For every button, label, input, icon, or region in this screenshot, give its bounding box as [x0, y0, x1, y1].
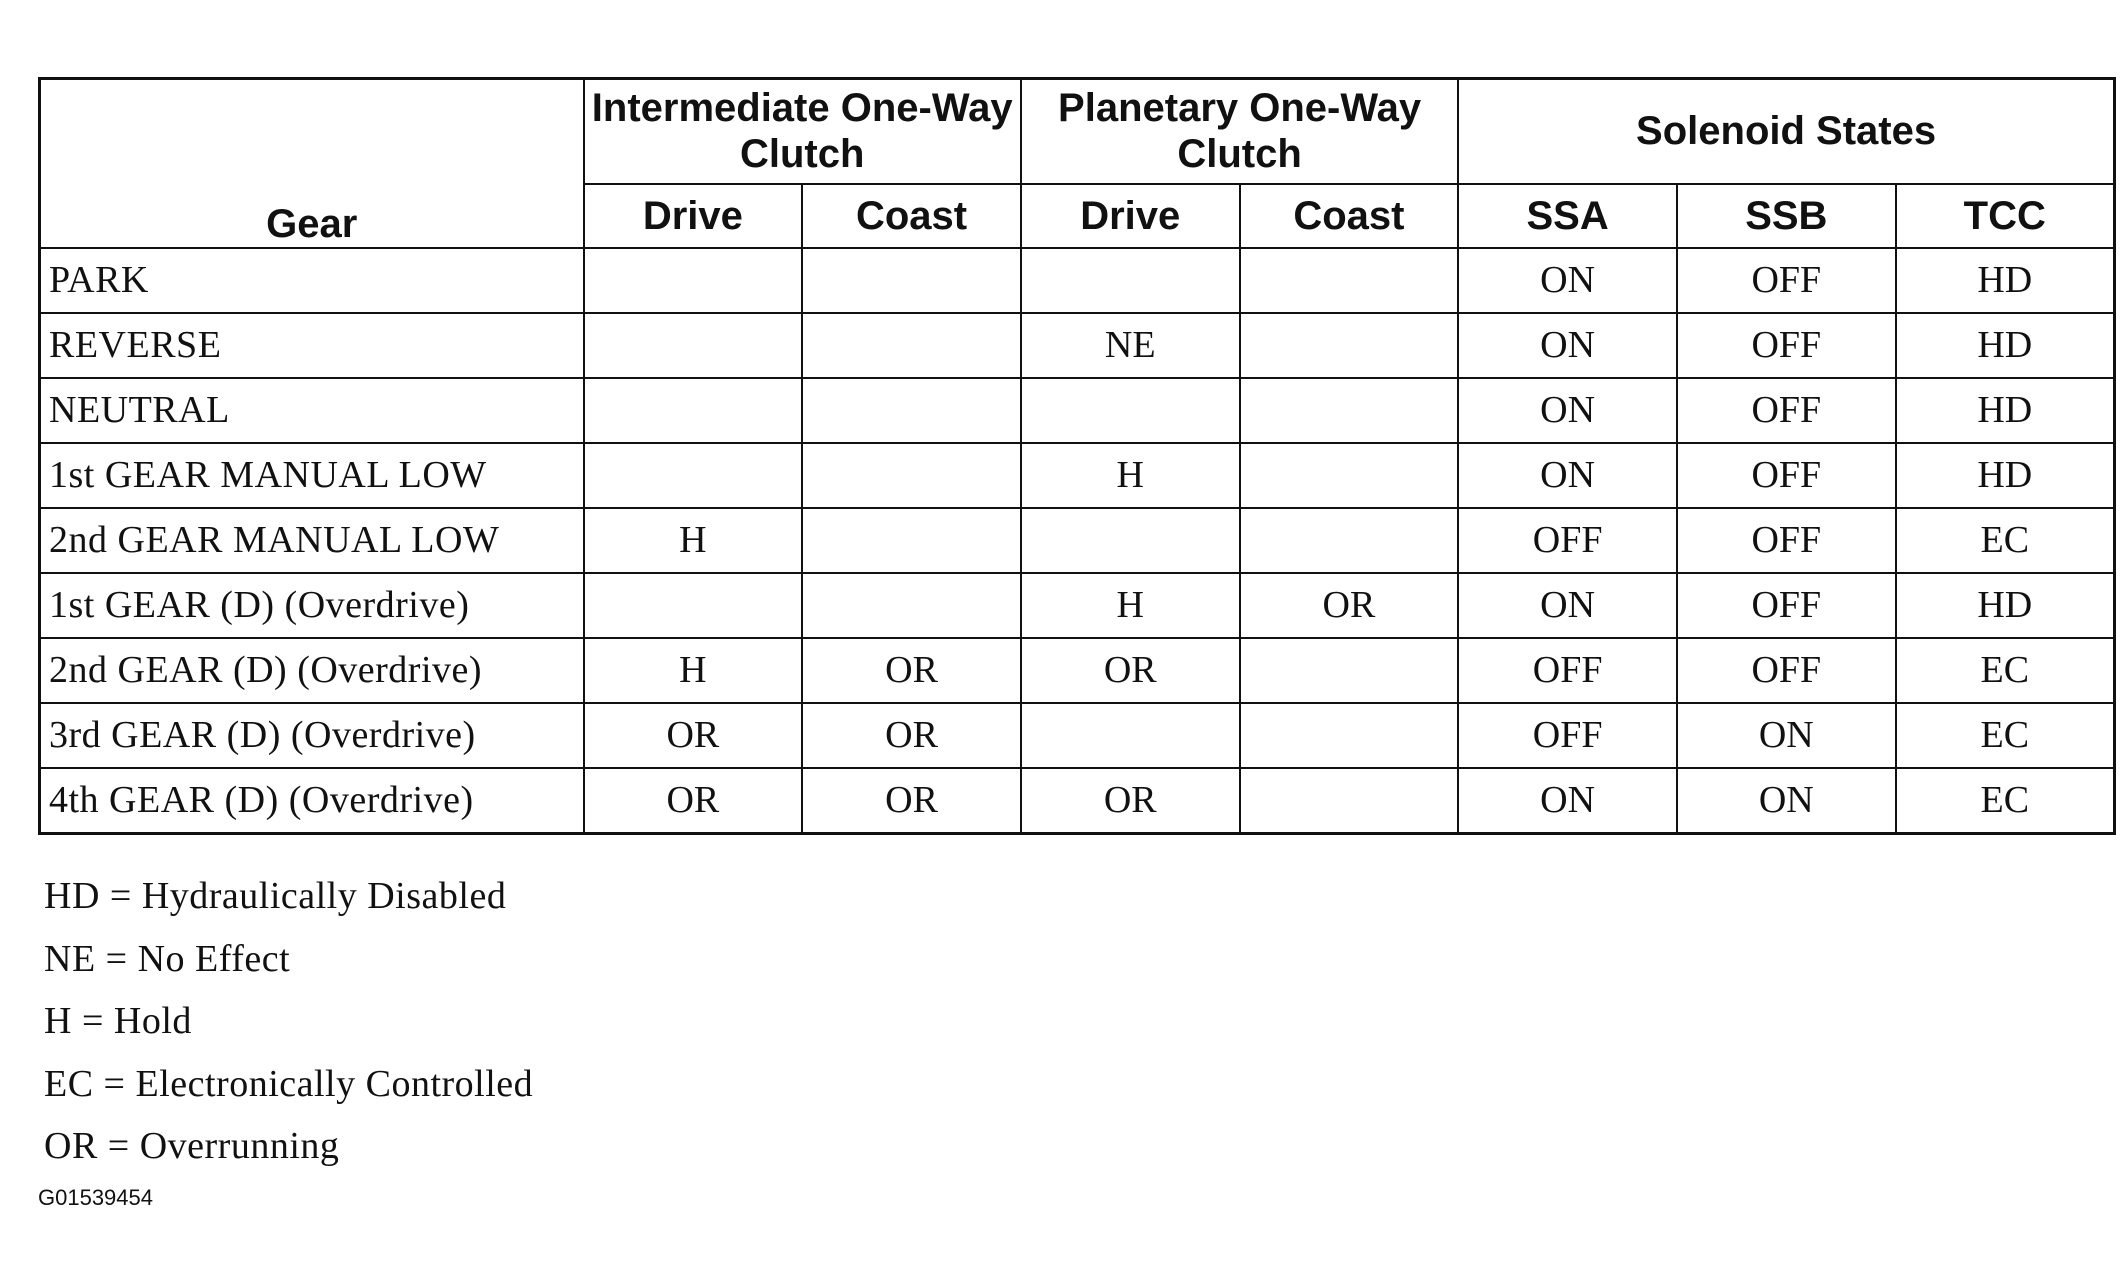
cell-intermediate-coast — [802, 508, 1021, 573]
cell-planetary-coast — [1240, 703, 1459, 768]
cell-planetary-coast — [1240, 443, 1459, 508]
cell-planetary-coast — [1240, 378, 1459, 443]
cell-tcc: HD — [1896, 313, 2115, 378]
cell-intermediate-drive: OR — [584, 703, 803, 768]
intermediate-clutch-header: Intermediate One-Way Clutch — [584, 79, 1021, 184]
cell-ssb: OFF — [1677, 638, 1896, 703]
legend-item-ne: NE = No Effect — [44, 937, 291, 980]
legend-item-hd: HD = Hydraulically Disabled — [44, 875, 507, 917]
gear-cell: 1st GEAR MANUAL LOW — [40, 443, 584, 508]
table-row — [40, 703, 2115, 768]
subheader-tcc: TCC — [1896, 184, 2115, 248]
figure-id: G01539454 — [38, 1185, 153, 1210]
cell-planetary-coast — [1240, 248, 1459, 313]
cell-tcc: HD — [1896, 443, 2115, 508]
planetary-clutch-header: Planetary One-Way Clutch — [1021, 79, 1458, 184]
cell-ssb: OFF — [1677, 443, 1896, 508]
cell-intermediate-drive — [584, 313, 803, 378]
cell-intermediate-coast — [802, 378, 1021, 443]
gear-cell: NEUTRAL — [40, 378, 584, 443]
cell-intermediate-coast — [802, 573, 1021, 638]
cell-planetary-drive: OR — [1021, 768, 1240, 834]
subheader-ssa: SSA — [1458, 184, 1677, 248]
cell-planetary-drive — [1021, 508, 1240, 573]
cell-intermediate-drive — [584, 378, 803, 443]
cell-ssa: ON — [1458, 443, 1677, 508]
cell-ssa: ON — [1458, 313, 1677, 378]
solenoid-states-header: Solenoid States — [1458, 79, 2114, 184]
cell-tcc: EC — [1896, 768, 2115, 834]
cell-planetary-drive — [1021, 248, 1240, 313]
cell-ssb: OFF — [1677, 248, 1896, 313]
gear-cell: 4th GEAR (D) (Overdrive) — [40, 768, 584, 834]
cell-ssa: ON — [1458, 248, 1677, 313]
table-row — [40, 248, 2115, 313]
cell-ssa: ON — [1458, 768, 1677, 834]
cell-planetary-drive — [1021, 378, 1240, 443]
cell-ssb: OFF — [1677, 378, 1896, 443]
legend-item-h: H = Hold — [44, 1000, 192, 1042]
gear-cell: 1st GEAR (D) (Overdrive) — [40, 573, 584, 638]
cell-intermediate-drive: H — [584, 638, 803, 703]
cell-planetary-drive: OR — [1021, 638, 1240, 703]
gear-cell: 2nd GEAR MANUAL LOW — [40, 508, 584, 573]
table-row — [40, 508, 2115, 573]
cell-tcc: HD — [1896, 573, 2115, 638]
legend-item-or: OR = Overrunning — [44, 1125, 340, 1167]
cell-planetary-drive: NE — [1021, 313, 1240, 378]
cell-ssa: ON — [1458, 378, 1677, 443]
cell-planetary-drive: H — [1021, 443, 1240, 508]
subheader-ssb: SSB — [1677, 184, 1896, 248]
table-row — [40, 768, 2115, 834]
subheader-planetary-drive: Drive — [1021, 184, 1240, 248]
cell-planetary-coast — [1240, 508, 1459, 573]
cell-ssa: OFF — [1458, 703, 1677, 768]
cell-intermediate-drive — [584, 248, 803, 313]
cell-planetary-coast: OR — [1240, 573, 1459, 638]
legend-item-ec: EC = Electronically Controlled — [44, 1062, 534, 1105]
cell-intermediate-drive — [584, 573, 803, 638]
table-row — [40, 573, 2115, 638]
cell-tcc: EC — [1896, 508, 2115, 573]
table-row — [40, 378, 2115, 443]
cell-intermediate-coast — [802, 248, 1021, 313]
table-row — [40, 313, 2115, 378]
gear-cell: 3rd GEAR (D) (Overdrive) — [40, 703, 584, 768]
cell-tcc: EC — [1896, 703, 2115, 768]
cell-planetary-coast — [1240, 313, 1459, 378]
gear-cell: REVERSE — [40, 313, 584, 378]
cell-tcc: HD — [1896, 248, 2115, 313]
cell-ssb: ON — [1677, 703, 1896, 768]
cell-ssa: OFF — [1458, 508, 1677, 573]
table-body — [40, 248, 2115, 834]
cell-intermediate-coast: OR — [802, 638, 1021, 703]
table-row — [40, 638, 2115, 703]
gear-column-header: Gear — [40, 79, 584, 248]
cell-ssb: OFF — [1677, 313, 1896, 378]
cell-intermediate-drive: H — [584, 508, 803, 573]
gear-cell: PARK — [40, 248, 584, 313]
cell-planetary-coast — [1240, 638, 1459, 703]
abbreviation-legend — [44, 865, 533, 1178]
cell-intermediate-coast — [802, 313, 1021, 378]
cell-ssa: ON — [1458, 573, 1677, 638]
gear-cell: 2nd GEAR (D) (Overdrive) — [40, 638, 584, 703]
cell-ssb: OFF — [1677, 508, 1896, 573]
cell-tcc: EC — [1896, 638, 2115, 703]
cell-ssb: OFF — [1677, 573, 1896, 638]
cell-ssb: ON — [1677, 768, 1896, 834]
table-row — [40, 443, 2115, 508]
subheader-intermediate-coast: Coast — [802, 184, 1021, 248]
cell-planetary-drive: H — [1021, 573, 1240, 638]
clutch-solenoid-table — [38, 77, 2116, 835]
cell-intermediate-drive — [584, 443, 803, 508]
cell-intermediate-drive: OR — [584, 768, 803, 834]
cell-planetary-coast — [1240, 768, 1459, 834]
subheader-planetary-coast: Coast — [1240, 184, 1459, 248]
cell-intermediate-coast: OR — [802, 703, 1021, 768]
subheader-intermediate-drive: Drive — [584, 184, 803, 248]
cell-tcc: HD — [1896, 378, 2115, 443]
cell-intermediate-coast: OR — [802, 768, 1021, 834]
cell-ssa: OFF — [1458, 638, 1677, 703]
cell-planetary-drive — [1021, 703, 1240, 768]
cell-intermediate-coast — [802, 443, 1021, 508]
